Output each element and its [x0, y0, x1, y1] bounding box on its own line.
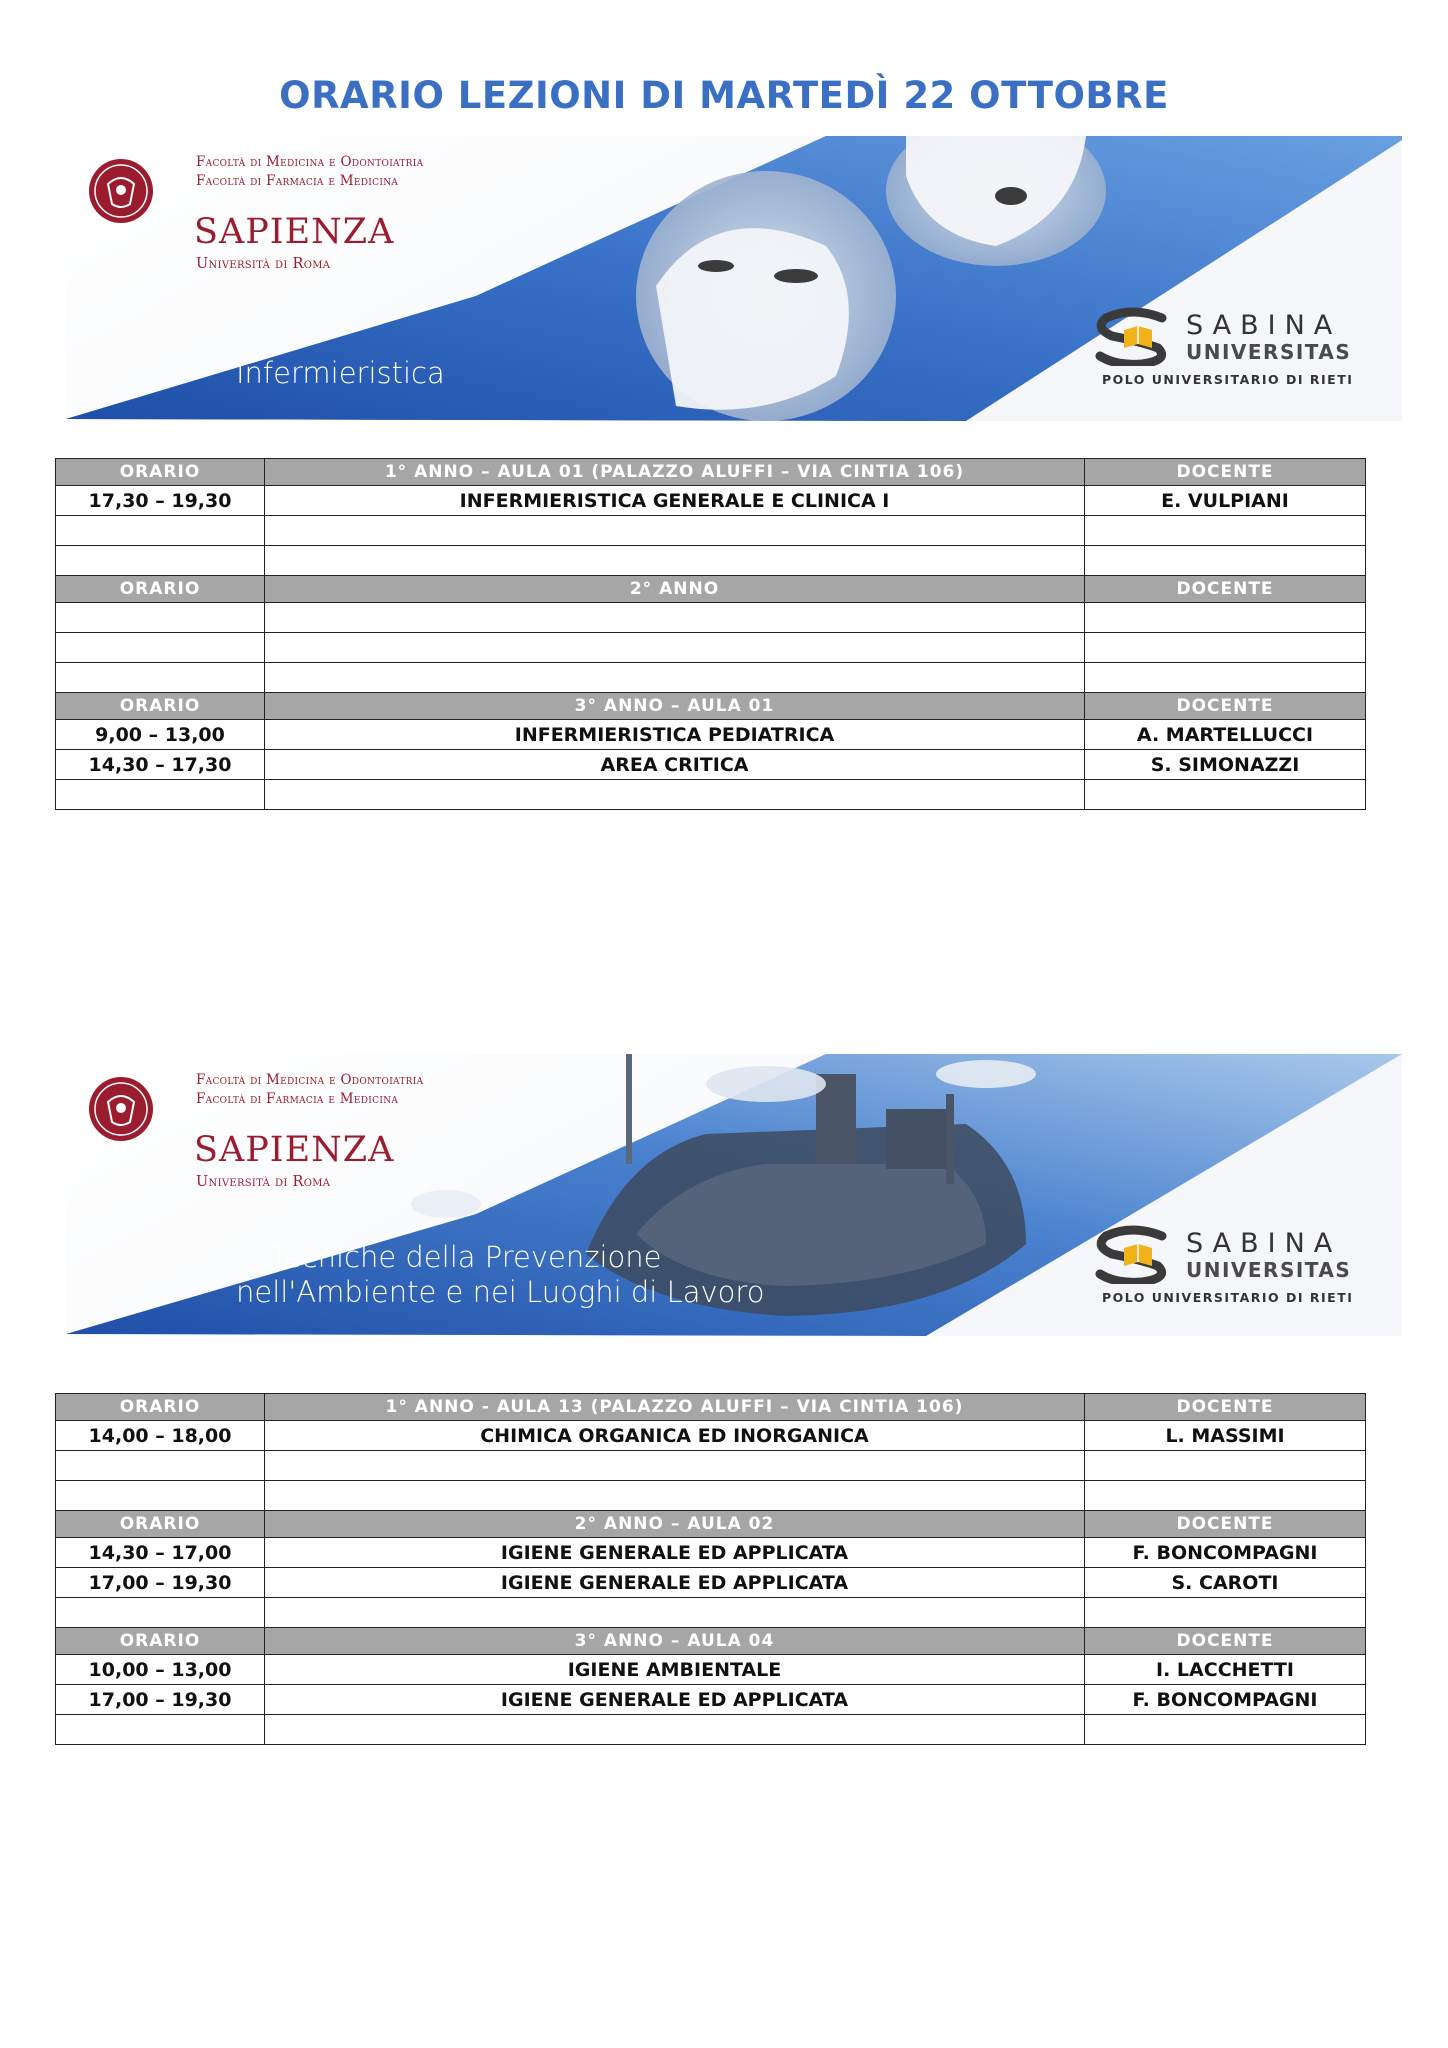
banner-infermieristica — [66, 136, 1402, 421]
cell-time — [56, 1451, 265, 1481]
table-row — [56, 486, 1366, 516]
cell-time: 17,00 – 19,30 — [56, 1685, 265, 1715]
sabina-logo-icon — [1092, 306, 1182, 366]
table-row — [56, 1715, 1366, 1745]
schedule-table-infermieristica — [55, 458, 1366, 810]
table-header-row — [56, 1628, 1366, 1655]
sapienza-university: Università di Roma — [196, 256, 331, 272]
course-title-infermieristica: Infermieristica — [236, 356, 445, 390]
header-year: 3° ANNO – AULA 04 — [265, 1628, 1085, 1655]
page-title: ORARIO LEZIONI DI MARTEDÌ 22 OTTOBRE — [279, 74, 1169, 117]
header-docente: DOCENTE — [1085, 1511, 1366, 1538]
cell-teacher — [1085, 1598, 1366, 1628]
sabina-logo-icon — [1092, 1224, 1182, 1284]
sabina-subtitle: UNIVERSITAS — [1186, 1258, 1352, 1282]
table-row — [56, 1481, 1366, 1511]
cell-time: 14,00 – 18,00 — [56, 1421, 265, 1451]
table-header-row — [56, 1511, 1366, 1538]
banner-tecniche-prevenzione — [66, 1054, 1402, 1336]
cell-course: IGIENE AMBIENTALE — [265, 1655, 1085, 1685]
cell-time — [56, 663, 265, 693]
table-row — [56, 1598, 1366, 1628]
cell-course: AREA CRITICA — [265, 750, 1085, 780]
sapienza-logo-block — [86, 1072, 506, 1212]
header-docente: DOCENTE — [1085, 1394, 1366, 1421]
cell-teacher: E. VULPIANI — [1085, 486, 1366, 516]
cell-time: 17,30 – 19,30 — [56, 486, 265, 516]
cell-teacher: S. SIMONAZZI — [1085, 750, 1366, 780]
cell-teacher: F. BONCOMPAGNI — [1085, 1538, 1366, 1568]
table-row — [56, 1421, 1366, 1451]
sabina-name: SABINA — [1186, 310, 1342, 341]
cell-teacher — [1085, 1715, 1366, 1745]
sapienza-name: SAPIENZA — [194, 212, 395, 252]
header-year: 2° ANNO – AULA 02 — [265, 1511, 1085, 1538]
cell-teacher — [1085, 663, 1366, 693]
table-row — [56, 1451, 1366, 1481]
sapienza-faculty-2: Facoltà di Farmacia e Medicina — [196, 173, 399, 189]
cell-time — [56, 633, 265, 663]
cell-time: 9,00 – 13,00 — [56, 720, 265, 750]
cell-course: INFERMIERISTICA GENERALE E CLINICA I — [265, 486, 1085, 516]
cell-course — [265, 780, 1085, 810]
cell-time — [56, 603, 265, 633]
header-orario: ORARIO — [56, 1394, 265, 1421]
cell-teacher: A. MARTELLUCCI — [1085, 720, 1366, 750]
cell-course — [265, 546, 1085, 576]
cell-course: IGIENE GENERALE ED APPLICATA — [265, 1538, 1085, 1568]
header-orario: ORARIO — [56, 459, 265, 486]
cell-teacher — [1085, 603, 1366, 633]
sabina-logo-block — [1092, 306, 1382, 396]
cell-time: 10,00 – 13,00 — [56, 1655, 265, 1685]
header-docente: DOCENTE — [1085, 1628, 1366, 1655]
table-row — [56, 603, 1366, 633]
table-header-row — [56, 576, 1366, 603]
cell-course — [265, 1451, 1085, 1481]
header-orario: ORARIO — [56, 693, 265, 720]
sapienza-seal-icon — [86, 1072, 156, 1146]
cell-teacher — [1085, 780, 1366, 810]
cell-course — [265, 663, 1085, 693]
cell-course — [265, 1715, 1085, 1745]
table-row — [56, 1538, 1366, 1568]
cell-teacher — [1085, 546, 1366, 576]
cell-time — [56, 1598, 265, 1628]
header-docente: DOCENTE — [1085, 693, 1366, 720]
sapienza-university: Università di Roma — [196, 1174, 331, 1190]
sapienza-faculty-1: Facoltà di Medicina e Odontoiatria — [196, 1072, 424, 1088]
sabina-name: SABINA — [1186, 1228, 1342, 1259]
header-docente: DOCENTE — [1085, 576, 1366, 603]
table-row — [56, 780, 1366, 810]
cell-teacher: L. MASSIMI — [1085, 1421, 1366, 1451]
cell-time: 17,00 – 19,30 — [56, 1568, 265, 1598]
cell-course: IGIENE GENERALE ED APPLICATA — [265, 1568, 1085, 1598]
sapienza-faculty-1: Facoltà di Medicina e Odontoiatria — [196, 154, 424, 170]
table-row — [56, 720, 1366, 750]
table-row — [56, 750, 1366, 780]
header-orario: ORARIO — [56, 576, 265, 603]
table-header-row — [56, 693, 1366, 720]
table-header-row — [56, 459, 1366, 486]
sapienza-logo-block — [86, 154, 506, 294]
cell-time: 14,30 – 17,30 — [56, 750, 265, 780]
cell-teacher — [1085, 1451, 1366, 1481]
cell-course: INFERMIERISTICA PEDIATRICA — [265, 720, 1085, 750]
cell-course — [265, 516, 1085, 546]
cell-course — [265, 1481, 1085, 1511]
cell-teacher — [1085, 516, 1366, 546]
cell-teacher — [1085, 1481, 1366, 1511]
header-year: 1° ANNO - AULA 13 (PALAZZO ALUFFI – VIA CINTIA 106) — [265, 1394, 1085, 1421]
header-orario: ORARIO — [56, 1511, 265, 1538]
cell-course — [265, 603, 1085, 633]
cell-course — [265, 1598, 1085, 1628]
header-year: 1° ANNO – AULA 01 (PALAZZO ALUFFI – VIA CINTIA 106) — [265, 459, 1085, 486]
table-row — [56, 633, 1366, 663]
cell-time: 14,30 – 17,00 — [56, 1538, 265, 1568]
course-title-line-1: Tecniche della Prevenzione — [271, 1240, 662, 1274]
cell-course — [265, 633, 1085, 663]
cell-teacher — [1085, 633, 1366, 663]
cell-teacher: F. BONCOMPAGNI — [1085, 1685, 1366, 1715]
header-orario: ORARIO — [56, 1628, 265, 1655]
header-year: 3° ANNO – AULA 01 — [265, 693, 1085, 720]
cell-time — [56, 780, 265, 810]
sabina-logo-block — [1092, 1224, 1382, 1314]
header-docente: DOCENTE — [1085, 459, 1366, 486]
cell-course: CHIMICA ORGANICA ED INORGANICA — [265, 1421, 1085, 1451]
sapienza-name: SAPIENZA — [194, 1130, 395, 1170]
header-year: 2° ANNO — [265, 576, 1085, 603]
cell-time — [56, 516, 265, 546]
cell-time — [56, 1715, 265, 1745]
table-row — [56, 663, 1366, 693]
sabina-subtitle: UNIVERSITAS — [1186, 340, 1352, 364]
course-title-line-2: nell'Ambiente e nei Luoghi di Lavoro — [236, 1275, 765, 1309]
cell-teacher: I. LACCHETTI — [1085, 1655, 1366, 1685]
cell-time — [56, 546, 265, 576]
table-row — [56, 1655, 1366, 1685]
table-row — [56, 1685, 1366, 1715]
table-header-row — [56, 1394, 1366, 1421]
cell-teacher: S. CAROTI — [1085, 1568, 1366, 1598]
table-row — [56, 516, 1366, 546]
schedule-table-tecniche-prevenzione — [55, 1393, 1366, 1745]
sapienza-faculty-2: Facoltà di Farmacia e Medicina — [196, 1091, 399, 1107]
sabina-polo: POLO UNIVERSITARIO DI RIETI — [1102, 372, 1354, 387]
cell-course: IGIENE GENERALE ED APPLICATA — [265, 1685, 1085, 1715]
table-row — [56, 546, 1366, 576]
sapienza-seal-icon — [86, 154, 156, 228]
cell-time — [56, 1481, 265, 1511]
sabina-polo: POLO UNIVERSITARIO DI RIETI — [1102, 1290, 1354, 1305]
table-row — [56, 1568, 1366, 1598]
